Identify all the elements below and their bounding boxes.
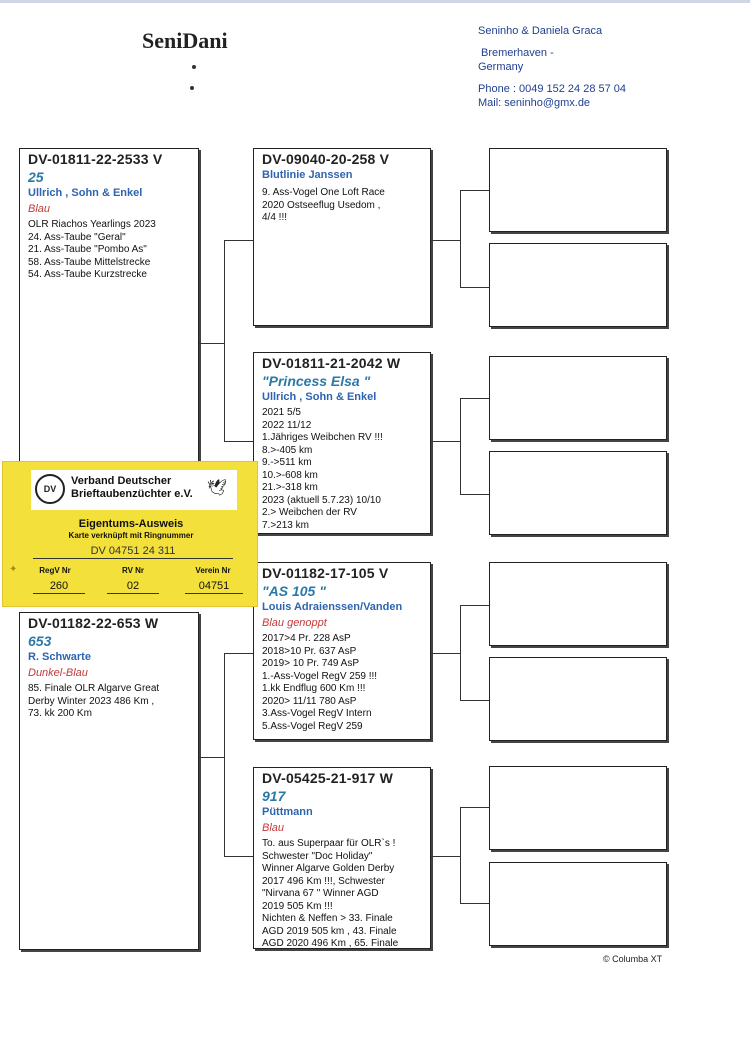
info-line: 2021 5/5 bbox=[262, 407, 301, 418]
dam-sire-breeder: Louis Adraienssen/Vanden bbox=[262, 601, 403, 613]
info-line: AGD 2019 505 km , 43. Finale bbox=[262, 925, 397, 937]
sire-sire-box bbox=[253, 148, 431, 326]
connector-line bbox=[199, 757, 225, 758]
info-line: 5.Ass-Vogel RegV 259 bbox=[262, 720, 363, 732]
card-ring-number: DV 04751 24 311 bbox=[33, 544, 233, 559]
connector-line bbox=[460, 700, 489, 701]
card-col-label: Verein Nr bbox=[195, 566, 231, 575]
info-line: 1.-Ass-Vogel RegV 259 !!! bbox=[262, 670, 378, 682]
info-line: 2017>4 Pr. 228 AsP bbox=[262, 633, 351, 644]
connector-line bbox=[224, 240, 225, 442]
dam-sire-box bbox=[253, 562, 431, 740]
dam-breeder: R. Schwarte bbox=[28, 651, 91, 663]
sire-color: Blau bbox=[28, 203, 51, 215]
dam-sire-color: Blau genoppt bbox=[262, 617, 327, 629]
info-line: 58. Ass-Taube Mittelstrecke bbox=[28, 256, 151, 268]
sire-dam-ring: DV-01811-21-2042 W bbox=[262, 355, 401, 371]
card-col-label: RV Nr bbox=[121, 566, 145, 575]
sire-sire-breeder: Blutlinie Janssen bbox=[262, 169, 353, 181]
sire-dam-box bbox=[253, 352, 431, 534]
owner-contact bbox=[478, 24, 738, 110]
sire-dam-info bbox=[262, 407, 422, 532]
card-col-value: 02 bbox=[107, 580, 159, 594]
connector-line bbox=[460, 287, 489, 288]
connector-line bbox=[460, 605, 461, 701]
dam-info bbox=[28, 683, 190, 721]
card-col-label: RegV Nr bbox=[39, 566, 71, 575]
info-line: 9.->511 km bbox=[262, 457, 312, 468]
info-line: Winner Algarve Golden Derby bbox=[262, 863, 395, 874]
info-line: 2017 496 Km !!!, Schwester bbox=[262, 875, 385, 887]
copyright-text: © Columba XT bbox=[603, 954, 663, 964]
info-line: Derby Winter 2023 486 Km , bbox=[28, 695, 155, 707]
sire-sire-ring: DV-09040-20-258 V bbox=[262, 151, 390, 167]
connector-line bbox=[199, 343, 225, 344]
connector-line bbox=[224, 653, 225, 857]
info-line: Nichten & Neffen > 33. Finale bbox=[262, 913, 393, 924]
info-line: 8.>-405 km bbox=[262, 444, 313, 456]
info-line: 4/4 !!! bbox=[262, 212, 288, 223]
card-header bbox=[31, 470, 237, 510]
dv-logo-icon: DV bbox=[35, 474, 65, 504]
dam-box bbox=[19, 612, 199, 950]
info-line: 2019 505 Km !!! bbox=[262, 900, 333, 912]
connector-line bbox=[460, 398, 461, 495]
info-line: 2.> Weibchen der RV bbox=[262, 507, 357, 518]
dam-dam-color: Blau bbox=[262, 822, 285, 834]
connector-line bbox=[460, 903, 489, 904]
sire-dam-breeder: Ullrich , Sohn & Enkel bbox=[262, 391, 377, 403]
ancestor-box-empty bbox=[489, 766, 667, 850]
owner-city: Bremerhaven - bbox=[481, 47, 554, 59]
card-subtitle: Karte verknüpft mit Ringnummer bbox=[68, 531, 194, 540]
connector-line bbox=[460, 190, 461, 288]
top-border-line bbox=[0, 0, 750, 3]
card-org-name bbox=[71, 475, 193, 501]
sire-sire-info bbox=[262, 187, 422, 225]
connector-line bbox=[460, 807, 489, 808]
sire-breeder: Ullrich , Sohn & Enkel bbox=[28, 187, 143, 199]
connector-line bbox=[460, 494, 489, 495]
ancestor-box-empty bbox=[489, 451, 667, 535]
dam-dam-ring: DV-05425-21-917 W bbox=[262, 770, 394, 786]
card-title: Eigentums-Ausweis bbox=[78, 518, 184, 530]
info-line: 24. Ass-Taube "Geral" bbox=[28, 231, 126, 243]
connector-line bbox=[224, 653, 253, 654]
hologram-icon: ✦ bbox=[9, 564, 18, 575]
pigeon-icon: 🕊 bbox=[207, 480, 228, 497]
dam-sire-info bbox=[262, 633, 422, 733]
info-line: 2023 (aktuell 5.7.23) 10/10 bbox=[262, 494, 381, 506]
card-col-value: 04751 bbox=[185, 580, 243, 594]
info-line: 2020 Ostseeflug Usedom , bbox=[262, 199, 381, 211]
info-line: To. aus Superpaar für OLR`s ! bbox=[262, 838, 396, 849]
bullet-dot bbox=[192, 65, 196, 69]
info-line: OLR Riachos Yearlings 2023 bbox=[28, 219, 156, 230]
dam-sire-name: "AS 105 " bbox=[262, 583, 326, 599]
info-line: 73. kk 200 Km bbox=[28, 708, 92, 719]
connector-line bbox=[431, 441, 461, 442]
info-line: 1.Jähriges Weibchen RV !!! bbox=[262, 432, 383, 443]
info-line: 2020> 11/11 780 AsP bbox=[262, 695, 357, 707]
dam-sire-ring: DV-01182-17-105 V bbox=[262, 565, 389, 581]
info-line: 21.>-318 km bbox=[262, 482, 318, 493]
dam-dam-breeder: Püttmann bbox=[262, 806, 313, 818]
ownership-card bbox=[2, 461, 258, 607]
connector-line bbox=[224, 856, 253, 857]
owner-country: Germany bbox=[478, 61, 524, 73]
org-line: Verband Deutscher bbox=[71, 475, 172, 487]
connector-line bbox=[224, 441, 253, 442]
loft-title: SeniDani bbox=[142, 28, 228, 53]
connector-line bbox=[431, 856, 461, 857]
sire-ring: DV-01811-22-2533 V bbox=[28, 151, 163, 167]
connector-line bbox=[431, 240, 461, 241]
info-line: Schwester "Doc Holiday" bbox=[262, 850, 373, 862]
info-line: 85. Finale OLR Algarve Great bbox=[28, 683, 160, 694]
sire-dam-name: "Princess Elsa " bbox=[262, 373, 371, 389]
sire-name: 25 bbox=[28, 169, 44, 185]
dam-name: 653 bbox=[28, 633, 52, 649]
connector-line bbox=[224, 240, 253, 241]
info-line: AGD 2020 496 Km , 65. Finale bbox=[262, 938, 399, 949]
connector-line bbox=[431, 653, 461, 654]
owner-mail[interactable]: Mail: seninho@gmx.de bbox=[478, 97, 591, 109]
owner-phone: Phone : 0049 152 24 28 57 04 bbox=[478, 83, 627, 95]
connector-line bbox=[460, 605, 489, 606]
card-col-value: 260 bbox=[33, 580, 85, 594]
dam-dam-info bbox=[262, 838, 422, 949]
info-line: 7.>213 km bbox=[262, 519, 309, 531]
bullet-dot bbox=[190, 86, 194, 90]
ancestor-box-empty bbox=[489, 148, 667, 232]
dam-ring: DV-01182-22-653 W bbox=[28, 615, 159, 631]
ancestor-box-empty bbox=[489, 657, 667, 741]
dam-color: Dunkel-Blau bbox=[28, 667, 88, 679]
info-line: 2022 11/12 bbox=[262, 419, 312, 431]
info-line: 10.>-608 km bbox=[262, 469, 318, 481]
connector-line bbox=[460, 190, 489, 191]
owner-name: Seninho & Daniela Graca bbox=[478, 25, 603, 37]
connector-line bbox=[460, 398, 489, 399]
ancestor-box-empty bbox=[489, 243, 667, 327]
info-line: 1.kk Endflug 600 Km !!! bbox=[262, 683, 366, 694]
info-line: 2019> 10 Pr. 749 AsP bbox=[262, 658, 360, 669]
dam-dam-box bbox=[253, 767, 431, 949]
ancestor-box-empty bbox=[489, 862, 667, 946]
connector-line bbox=[460, 807, 461, 904]
info-line: 9. Ass-Vogel One Loft Race bbox=[262, 187, 385, 198]
info-line: 2018>10 Pr. 637 AsP bbox=[262, 645, 357, 657]
info-line: "Nirvana 67 " Winner AGD bbox=[262, 888, 379, 899]
sire-info bbox=[28, 219, 190, 282]
ancestor-box-empty bbox=[489, 562, 667, 646]
ancestor-box-empty bbox=[489, 356, 667, 440]
info-line: 3.Ass-Vogel RegV Intern bbox=[262, 708, 372, 719]
info-line: 21. Ass-Taube "Pombo As" bbox=[28, 244, 147, 255]
dam-dam-name: 917 bbox=[262, 788, 286, 804]
sire-box bbox=[19, 148, 199, 466]
org-line: Brieftaubenzüchter e.V. bbox=[71, 488, 193, 500]
info-line: 54. Ass-Taube Kurzstrecke bbox=[28, 269, 147, 280]
